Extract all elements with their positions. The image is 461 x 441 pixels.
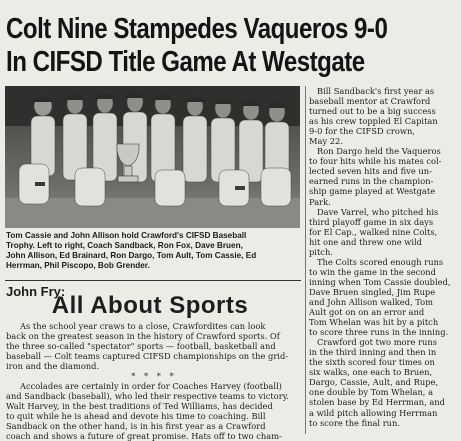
story-line: one double by Tom Whelan, a bbox=[309, 387, 434, 398]
column-byline: John Fry: bbox=[6, 284, 66, 299]
story-line: Ron Dargo held the Vaqueros bbox=[317, 146, 441, 157]
story-line: hit one and threw one wild bbox=[309, 236, 422, 247]
story-line: turned out to be a big success bbox=[309, 106, 436, 117]
story-line: and John Allison walked, Tom bbox=[309, 296, 434, 307]
headline-line-2: In CIFSD Title Game At Westgate bbox=[6, 46, 365, 78]
story-line: the sixth scored four times on bbox=[309, 357, 435, 368]
column-divider bbox=[305, 86, 306, 434]
caption-line: John Allison, Ed Brainard, Ron Dargo, Tom Ault, Tom Cassie, Ed bbox=[6, 251, 257, 260]
story-line: ship game played at Westgate bbox=[309, 186, 436, 197]
column-separator: * * * * bbox=[131, 371, 177, 381]
column-title: All About Sports bbox=[51, 292, 249, 319]
story-line: The Colts scored enough runs bbox=[317, 256, 444, 267]
story-line: to win the game in the second bbox=[309, 266, 436, 277]
story-line: 9-0 for the CIFSD crown, bbox=[309, 126, 415, 137]
story-line: six walks, one each to Bruen, bbox=[309, 367, 433, 378]
column-line: coach and shows a future of great promise. Hats off to two cham- bbox=[6, 431, 282, 441]
team-photo bbox=[5, 86, 300, 228]
column-line: Walt Harvey, in the best traditions of Ted Williams, has decided bbox=[6, 401, 273, 411]
column-line: As the school year craws to a close, Crawfordites can look bbox=[20, 321, 266, 331]
section-divider bbox=[5, 280, 301, 281]
caption-line: Herrman, Phil Piscopo, Bob Grender. bbox=[6, 261, 150, 270]
story-line: Tom Whelan was hit by a pitch bbox=[309, 317, 439, 328]
team-photo-image bbox=[5, 86, 300, 228]
column-line: baseball — Colt teams captured CIFSD championships on the grid- bbox=[6, 351, 289, 361]
headline-line-1: Colt Nine Stampedes Vaqueros 9-0 bbox=[6, 13, 388, 45]
story-line: a wild pitch allowing Herrman bbox=[309, 407, 438, 418]
story-line: Ault got on on an error and bbox=[309, 307, 425, 318]
photo-caption bbox=[6, 231, 302, 271]
story-line: May 22. bbox=[309, 136, 343, 147]
story-line: baseball mentor at Crawford bbox=[309, 96, 431, 107]
story-line: Dargo, Cassie, Ault, and Rupe, bbox=[309, 377, 439, 388]
story-line: third playoff game in six days bbox=[309, 216, 434, 227]
story-line: Crawford got two more runs bbox=[317, 337, 437, 348]
caption-line: Tom Cassie and John Allison hold Crawford's CIFSD Baseball bbox=[6, 231, 247, 240]
story-line: for El Cap., walked nine Colts, bbox=[309, 226, 438, 237]
story-line: to score three runs in the inning. bbox=[309, 327, 449, 338]
column-line: the three so-called "spectator" sports — football, basketball and bbox=[6, 341, 276, 351]
column-line: to quit while he is ahead and devote his time to coaching. Bill bbox=[6, 411, 266, 421]
story-line: to four hits while his mates col- bbox=[309, 156, 442, 167]
column-line: Sandback on the other hand, is in his first year as a Crawford bbox=[6, 421, 266, 431]
story-line: pitch. bbox=[309, 246, 333, 257]
column-line: back on the greatest season in the history of Crawford sports. Of bbox=[6, 331, 280, 341]
story-body bbox=[309, 86, 459, 428]
story-line: earned runs in the champion- bbox=[309, 176, 434, 187]
story-line: Dave Varrel, who pitched his bbox=[317, 206, 439, 217]
column-line: and Sandback (baseball), who led their respective teams to victory. bbox=[6, 391, 289, 401]
story-line: as his crew toppled El Capitan bbox=[309, 116, 438, 127]
column-line: Accolades are certainly in order for Coaches Harvey (football) bbox=[20, 381, 282, 391]
story-line: Park. bbox=[309, 196, 331, 207]
story-line: to score the final run. bbox=[309, 417, 401, 428]
story-line: Dave Bruen singled, Jim Rupe bbox=[309, 286, 436, 297]
story-line: lected seven hits and five un- bbox=[309, 166, 432, 177]
caption-line: Trophy. Left to right, Coach Sandback, Ron Fox, Dave Bruen, bbox=[6, 241, 243, 250]
column-line: iron and the diamond. bbox=[6, 361, 100, 371]
story-line: stolen base by Ed Herrman, and bbox=[309, 397, 445, 408]
story-line: in the third inning and then in bbox=[309, 347, 437, 358]
column-body bbox=[6, 321, 302, 441]
story-line: Bill Sandback's first year as bbox=[317, 86, 435, 96]
story-line: inning when Tom Cassie doubled, bbox=[309, 276, 451, 287]
